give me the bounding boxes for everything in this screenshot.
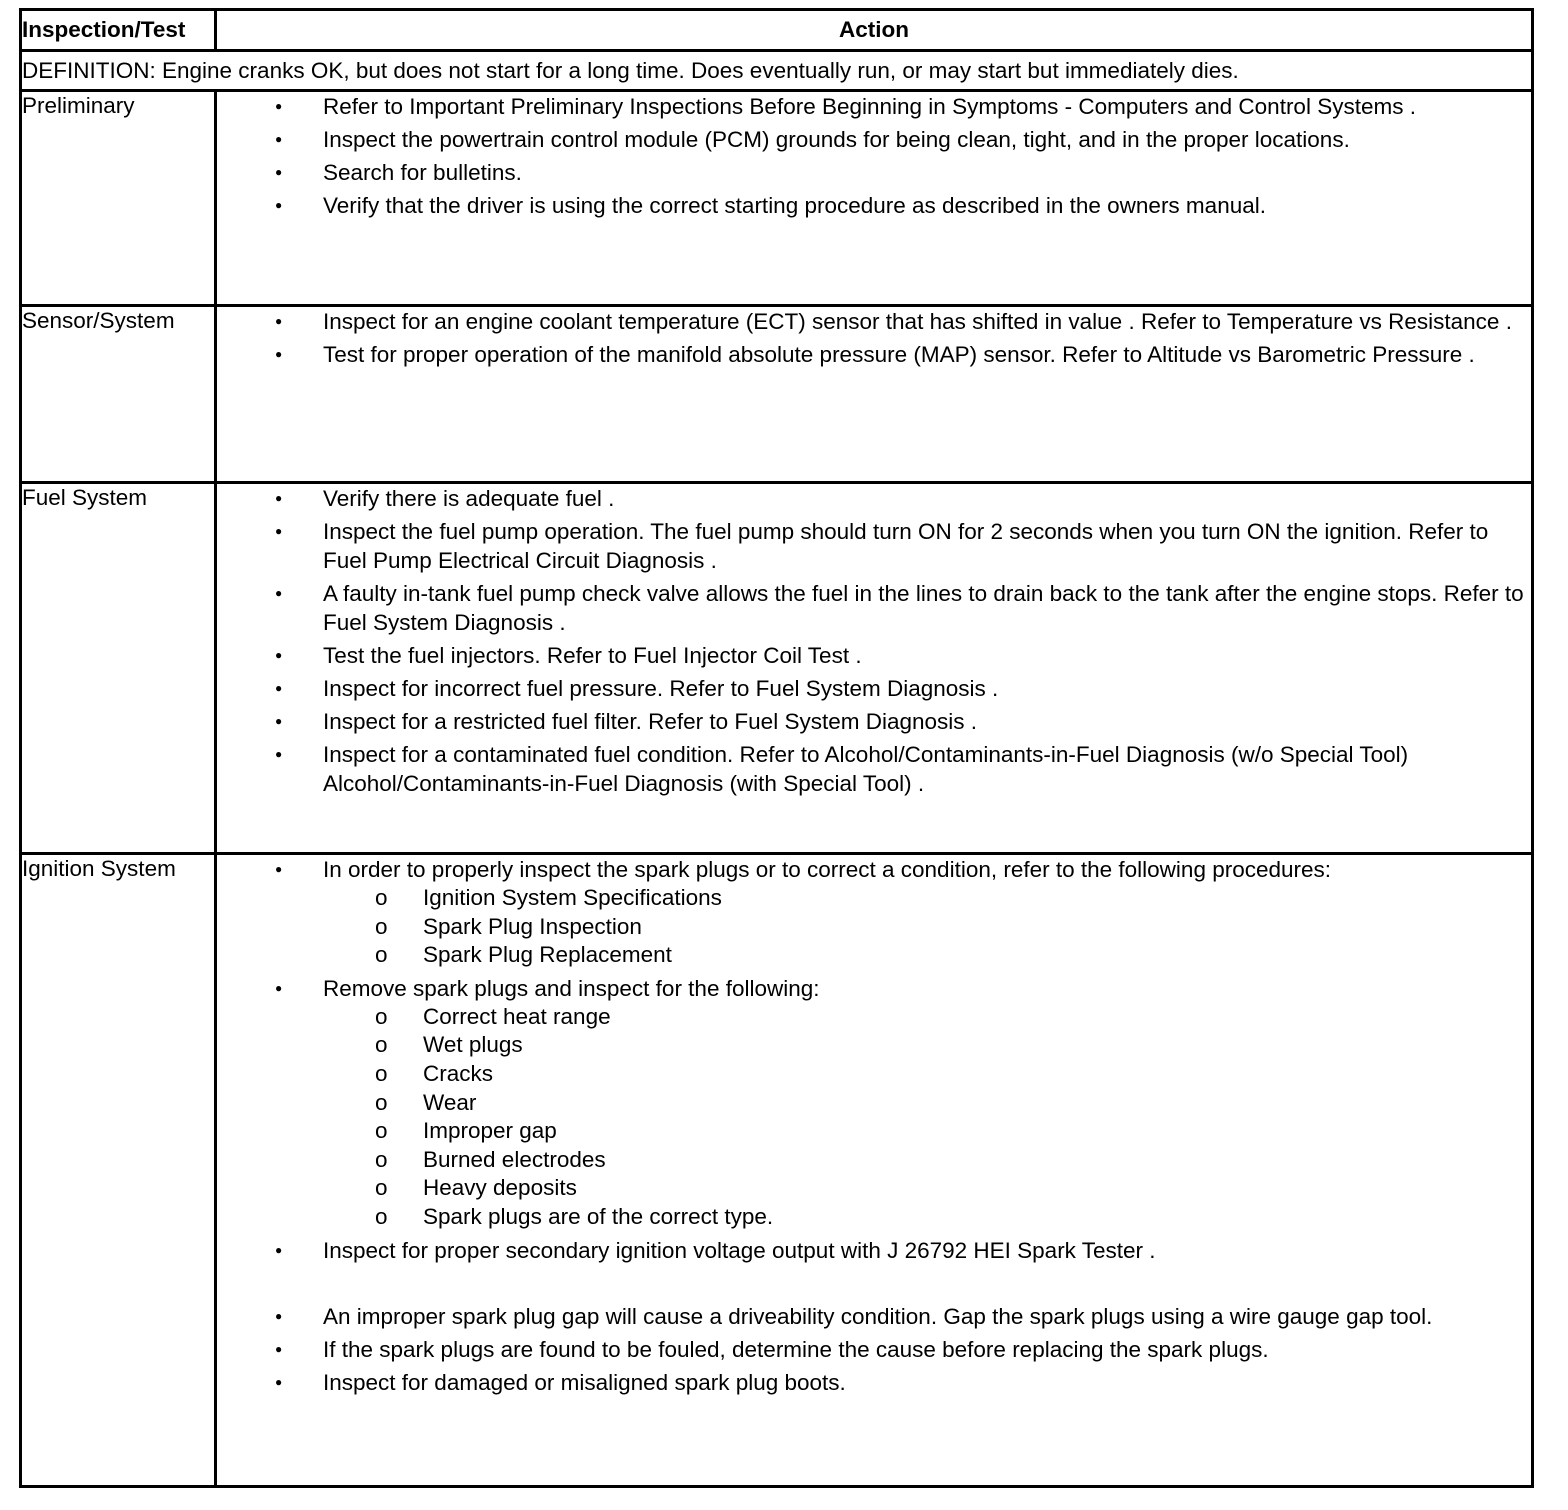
list-item-text: Remove spark plugs and inspect for the following: bbox=[323, 975, 820, 1001]
sub-list-item: o Improper gap bbox=[323, 1117, 1531, 1146]
sub-list-item: o Cracks bbox=[323, 1060, 1531, 1089]
list-item: ● Verify that the driver is using the correct starting procedure as described in the owners manual. bbox=[217, 191, 1531, 220]
sub-list bbox=[323, 1003, 1531, 1232]
list-item: ● Verify there is adequate fuel . bbox=[217, 484, 1531, 513]
action-list bbox=[217, 484, 1531, 798]
row-preliminary bbox=[21, 91, 1533, 306]
row-fuel-system bbox=[21, 483, 1533, 854]
list-item: ● Inspect the fuel pump operation. The fuel pump should turn ON for 2 seconds when you turn ON the ignition. Refer to Fuel Pump Electrical Circuit Diagnosis . bbox=[217, 517, 1531, 575]
action-list bbox=[217, 307, 1531, 369]
sub-list-item: o Correct heat range bbox=[323, 1003, 1531, 1032]
row-sensor-system bbox=[21, 306, 1533, 483]
list-item: ● Test for proper operation of the manifold absolute pressure (MAP) sensor. Refer to Altitude vs Barometric Pressure . bbox=[217, 340, 1531, 369]
list-item: ● Inspect for a contaminated fuel condition. Refer to Alcohol/Contaminants-in-Fuel Diagnosis (w/o Special Tool) Alcohol/Contaminants-in-Fuel Diagnosis (with Special Tool) . bbox=[217, 740, 1531, 798]
definition-text: DEFINITION: Engine cranks OK, but does not start for a long time. Does eventually run, or may start but immediately dies. bbox=[21, 51, 1533, 91]
action-cell bbox=[216, 306, 1533, 483]
header-action: Action bbox=[216, 10, 1533, 51]
action-cell bbox=[216, 483, 1533, 854]
row-label: Preliminary bbox=[21, 91, 216, 306]
sub-list bbox=[323, 884, 1531, 970]
sub-list-item: o Spark plugs are of the correct type. bbox=[323, 1203, 1531, 1232]
sub-list-item: o Spark Plug Inspection bbox=[323, 913, 1531, 942]
definition-row bbox=[21, 51, 1533, 91]
list-item-text: In order to properly inspect the spark plugs or to correct a condition, refer to the following procedures: bbox=[323, 857, 1332, 882]
action-list bbox=[217, 92, 1531, 220]
sub-list-item: o Wet plugs bbox=[323, 1031, 1531, 1060]
action-cell bbox=[216, 91, 1533, 306]
list-item: ● A faulty in-tank fuel pump check valve allows the fuel in the lines to drain back to the tank after the engine stops. Refer to Fuel System Diagnosis . bbox=[217, 579, 1531, 637]
list-item: ● Search for bulletins. bbox=[217, 158, 1531, 187]
header-inspection-test: Inspection/Test bbox=[21, 10, 216, 51]
sub-list-item: o Heavy deposits bbox=[323, 1174, 1531, 1203]
list-item: ● Inspect for a restricted fuel filter. Refer to Fuel System Diagnosis . bbox=[217, 707, 1531, 736]
list-item bbox=[217, 855, 1531, 970]
list-item: ● An improper spark plug gap will cause a driveability condition. Gap the spark plugs using a wire gauge gap tool. bbox=[217, 1302, 1531, 1331]
list-item: ● Refer to Important Preliminary Inspections Before Beginning in Symptoms - Computers and Control Systems . bbox=[217, 92, 1531, 121]
list-item: ● Test the fuel injectors. Refer to Fuel Injector Coil Test . bbox=[217, 641, 1531, 670]
row-label: Fuel System bbox=[21, 483, 216, 854]
action-list bbox=[217, 855, 1531, 1397]
list-item: ● Inspect for proper secondary ignition voltage output with J 26792 HEI Spark Tester . bbox=[217, 1236, 1531, 1265]
sub-list-item: o Ignition System Specifications bbox=[323, 884, 1531, 913]
row-label: Sensor/System bbox=[21, 306, 216, 483]
sub-list-item: o Spark Plug Replacement bbox=[323, 941, 1531, 970]
list-item: ● Inspect for an engine coolant temperature (ECT) sensor that has shifted in value . Refer to Temperature vs Resistance . bbox=[217, 307, 1531, 336]
row-ignition-system bbox=[21, 854, 1533, 1487]
diagnostic-table bbox=[19, 8, 1534, 1488]
sub-list-item: o Burned electrodes bbox=[323, 1146, 1531, 1175]
sub-list-item: o Wear bbox=[323, 1089, 1531, 1118]
list-item: ● Inspect for damaged or misaligned spark plug boots. bbox=[217, 1368, 1531, 1397]
list-item: ● If the spark plugs are found to be fouled, determine the cause before replacing the spark plugs. bbox=[217, 1335, 1531, 1364]
list-item bbox=[217, 974, 1531, 1232]
list-item: ● Inspect for incorrect fuel pressure. Refer to Fuel System Diagnosis . bbox=[217, 674, 1531, 703]
row-label: Ignition System bbox=[21, 854, 216, 1487]
action-cell bbox=[216, 854, 1533, 1487]
list-item: ● Inspect the powertrain control module (PCM) grounds for being clean, tight, and in the proper locations. bbox=[217, 125, 1531, 154]
header-row bbox=[21, 10, 1533, 51]
